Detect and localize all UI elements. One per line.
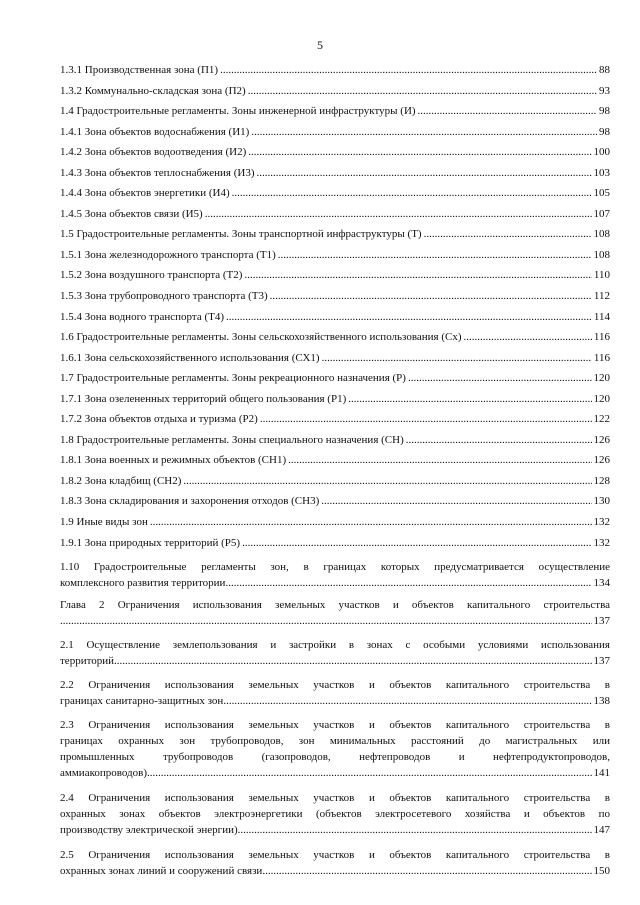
toc-entry-line: 2.4 Ограничения использования земельных участков и объектов капитального строительства в [60, 792, 610, 805]
toc-leader-dots [225, 575, 591, 591]
toc-entry-page: 103 [593, 166, 610, 179]
toc-entry-title: 1.5.1 Зона железнодорожного транспорта (Т1) [60, 248, 276, 261]
toc-leader-dots [348, 391, 591, 407]
toc-entry-page: 150 [593, 865, 610, 878]
toc-entry-title: производству электрической энергии) [60, 824, 238, 837]
toc-entry-page: 112 [593, 290, 610, 303]
toc-entry-last-line [60, 822, 610, 838]
toc-leader-dots [114, 653, 591, 669]
toc-entry-line: Глава 2 Ограничения использования земельных участков и объектов капитального строительства [60, 599, 610, 612]
toc-entry-line: 2.3 Ограничения использования земельных участков и объектов капитального строительства в [60, 719, 610, 732]
toc-entry-page: 110 [593, 269, 610, 282]
toc-entry[interactable] [60, 288, 610, 309]
toc-entry-title: 1.5.3 Зона трубопроводного транспорта (Т3) [60, 290, 268, 303]
toc-entry-last-line [60, 863, 610, 879]
toc-entry-page: 107 [593, 207, 610, 220]
toc-entry-title: 1.8.1 Зона военных и режимных объектов (СН1) [60, 454, 287, 467]
toc-leader-dots [406, 432, 592, 448]
toc-entry-title: территорий [60, 655, 115, 668]
toc-entry[interactable] [60, 452, 610, 473]
toc-entry-page: 100 [593, 146, 610, 159]
toc-entry-title: 1.5.4 Зона водного транспорта (Т4) [60, 310, 225, 323]
toc-entry[interactable] [60, 329, 610, 350]
toc-entry-line: 2.2 Ограничения использования земельных участков и объектов капитального строительства в [60, 679, 610, 692]
toc-leader-dots [408, 370, 592, 386]
toc-leader-dots [242, 535, 591, 551]
toc-entry-page: 93 [599, 84, 610, 97]
toc-entry-page: 126 [593, 433, 610, 446]
toc-entry[interactable] [60, 559, 610, 591]
toc-leader-dots [262, 863, 591, 879]
toc-entry-title: 1.6 Градостроительные регламенты. Зоны сельскохозяйственного использования (Сх) [60, 331, 462, 344]
toc-entry[interactable] [60, 473, 610, 494]
toc-leader-dots [183, 473, 591, 489]
toc-entry-title: 1.3.1 Производственная зона (П1) [60, 64, 219, 76]
toc-entry[interactable] [60, 514, 610, 535]
toc-entry-page: 147 [593, 824, 610, 837]
toc-entry-page: 120 [593, 392, 610, 405]
toc-entry-title: 1.6.1 Зона сельскохозяйственного использования (СХ1) [60, 351, 320, 364]
toc-entry-last-line [60, 653, 610, 669]
toc-leader-dots [464, 329, 592, 345]
toc-leader-dots [278, 247, 592, 263]
toc-entry-title: 1.4.3 Зона объектов теплоснабжения (И3) [60, 166, 255, 179]
toc-entry[interactable] [60, 247, 610, 268]
toc-entry-title: 1.7.1 Зона озелененных территорий общего пользования (Р1) [60, 392, 347, 405]
toc-entry[interactable] [60, 847, 610, 879]
toc-leader-dots [244, 267, 591, 283]
toc-entry-title: 1.4.2 Зона объектов водоотведения (И2) [60, 146, 247, 159]
toc-entry-title: 1.8 Градостроительные регламенты. Зоны специального назначения (СН) [60, 433, 404, 446]
toc-entry-title: 1.5.2 Зона воздушного транспорта (Т2) [60, 269, 243, 282]
toc-leader-dots [424, 226, 592, 242]
toc-leader-dots [248, 144, 591, 160]
toc-entry-line: промышленных трубопроводов (газопроводов, нефтепроводов и нефтепродуктопроводов, [60, 751, 610, 764]
toc-entry-last-line [60, 693, 610, 709]
toc-entry[interactable] [60, 103, 610, 124]
toc-entry-page: 98 [599, 105, 610, 118]
toc-entry-page: 114 [593, 310, 610, 323]
toc-entry-title: 1.9 Иные виды зон [60, 516, 148, 529]
toc-entry[interactable] [60, 597, 610, 629]
toc-entry[interactable] [60, 144, 610, 165]
toc-entry-last-line [60, 575, 610, 591]
toc-entry-last-line [60, 613, 610, 629]
toc-entry-page: 137 [593, 655, 610, 668]
toc-leader-dots [223, 693, 591, 709]
toc-leader-dots [321, 493, 591, 509]
toc-leader-dots [256, 165, 591, 181]
toc-entry-line: 1.10 Градостроительные регламенты зон, в границах которых предусматривается осуществление [60, 561, 610, 574]
toc-entry-title: охранных зонах линий и сооружений связи [60, 865, 263, 878]
toc-entry-line: 2.1 Осуществление землепользования и застройки в зонах с особыми условиями использования [60, 639, 610, 652]
toc-entry[interactable] [60, 62, 610, 83]
toc-leader-dots [220, 62, 597, 78]
toc-entry-title: 1.9.1 Зона природных территорий (Р5) [60, 536, 241, 549]
toc-entry[interactable] [60, 493, 610, 514]
toc-entry[interactable] [60, 535, 610, 556]
toc-entry-title: 1.8.2 Зона кладбищ (СН2) [60, 474, 182, 487]
toc-entry-page: 126 [593, 454, 610, 467]
toc-leader-dots [251, 124, 597, 140]
toc-multi-list [60, 559, 610, 879]
toc-entry-page: 137 [593, 615, 610, 628]
toc-leader-dots [418, 103, 597, 119]
toc-entry-line: 2.5 Ограничения использования земельных участков и объектов капитального строительства в [60, 849, 610, 862]
toc-entry-page: 141 [593, 767, 610, 780]
page-number: 5 [317, 38, 323, 52]
toc-entry-title: 1.4.1 Зона объектов водоснабжения (И1) [60, 125, 250, 138]
toc-entry[interactable] [60, 637, 610, 669]
toc-entry[interactable] [60, 677, 610, 709]
toc-entry-title: 1.8.3 Зона складирования и захоронения отходов (СН3) [60, 495, 320, 508]
toc-entry[interactable] [60, 185, 610, 206]
toc-entry[interactable] [60, 165, 610, 186]
toc-entry[interactable] [60, 717, 610, 781]
toc-leader-dots [147, 765, 591, 781]
toc-entry-page: 138 [593, 695, 610, 708]
toc-entry-page: 98 [599, 125, 610, 138]
toc-single-list [60, 62, 610, 555]
toc-entry-page: 88 [599, 64, 610, 76]
toc-entry-line: границах охранных зон трубопроводов, зон минимальных расстояний до магистральных или [60, 735, 610, 748]
toc-entry[interactable] [60, 411, 610, 432]
toc-entry-page: 116 [593, 351, 610, 364]
toc-entry-title: 1.7 Градостроительные регламенты. Зоны рекреационного назначения (Р) [60, 372, 406, 385]
toc-leader-dots [322, 350, 592, 366]
toc-entry-title: 1.7.2 Зона объектов отдыха и туризма (Р2) [60, 413, 258, 426]
toc-entry[interactable] [60, 206, 610, 227]
toc-entry-page: 132 [593, 516, 610, 529]
toc-entry-page: 134 [593, 577, 610, 590]
toc-entry[interactable] [60, 309, 610, 330]
toc-entry-page: 108 [593, 228, 610, 241]
toc-leader-dots [205, 206, 592, 222]
toc-entry-page: 132 [593, 536, 610, 549]
toc-leader-dots [238, 822, 592, 838]
toc-entry[interactable] [60, 391, 610, 412]
table-of-contents [60, 62, 610, 879]
toc-leader-dots [226, 309, 592, 325]
toc-leader-dots [288, 452, 591, 468]
toc-entry[interactable] [60, 790, 610, 838]
toc-entry[interactable] [60, 226, 610, 247]
toc-entry-page: 130 [593, 495, 610, 508]
toc-leader-dots [150, 514, 592, 530]
toc-entry[interactable] [60, 267, 610, 288]
toc-entry[interactable] [60, 350, 610, 371]
toc-leader-dots [270, 288, 592, 304]
toc-leader-dots [248, 83, 597, 99]
toc-entry-page: 105 [593, 187, 610, 200]
toc-entry-last-line [60, 765, 610, 781]
toc-leader-dots [232, 185, 592, 201]
toc-entry-page: 128 [593, 474, 610, 487]
toc-leader-dots [60, 613, 592, 629]
toc-entry-line: охранных зонах объектов электроэнергетики (объектов электросетевого хозяйства и объектов по [60, 808, 610, 821]
toc-entry[interactable] [60, 83, 610, 104]
toc-entry-page: 120 [593, 372, 610, 385]
toc-entry[interactable] [60, 370, 610, 391]
toc-entry-title: аммиакопроводов) [60, 767, 148, 780]
toc-entry-title: комплексного развития территории [60, 577, 226, 590]
toc-entry-title: 1.3.2 Коммунально-складская зона (П2) [60, 84, 246, 97]
toc-entry-title: 1.5 Градостроительные регламенты. Зоны транспортной инфраструктуры (Т) [60, 228, 422, 241]
toc-entry-title: 1.4.4 Зона объектов энергетики (И4) [60, 187, 230, 200]
toc-entry-page: 116 [593, 331, 610, 344]
toc-entry-page: 108 [593, 248, 610, 261]
toc-entry[interactable] [60, 124, 610, 145]
toc-entry-page: 122 [593, 413, 610, 426]
toc-entry-title: границах санитарно-защитных зон [60, 695, 224, 708]
toc-entry-title: 1.4.5 Зона объектов связи (И5) [60, 207, 203, 220]
toc-leader-dots [260, 411, 592, 427]
toc-entry-title: 1.4 Градостроительные регламенты. Зоны инженерной инфраструктуры (И) [60, 105, 416, 118]
toc-entry[interactable] [60, 432, 610, 453]
